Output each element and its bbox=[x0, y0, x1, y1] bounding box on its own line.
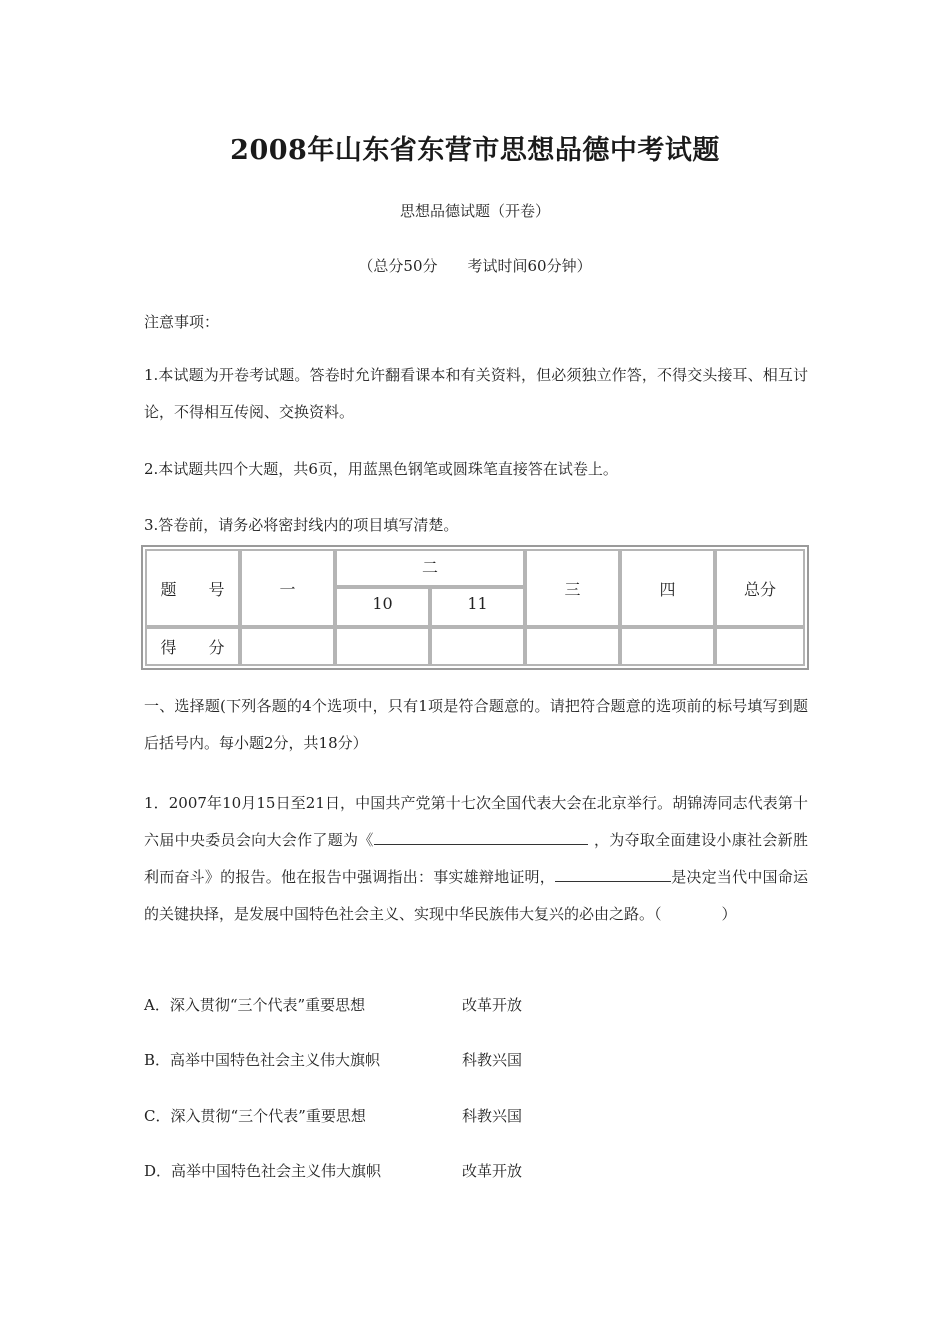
option-a-right: 改革开放 bbox=[462, 996, 523, 1014]
col-header-2: 二 bbox=[335, 549, 525, 587]
option-d-left: D．高举中国特色社会主义伟大旗帜 bbox=[144, 1162, 382, 1180]
col-header-2-sub-10: 10 bbox=[335, 587, 430, 627]
option-d[interactable] bbox=[144, 1160, 808, 1182]
question-1-text-a: 1．2007年10月15日至21日，中国共产党第十七次全国代表大会在北京举行。胡锦涛同志代表第十六届中央委员会向大会作了题为《 bbox=[144, 794, 808, 849]
answer-blank-2[interactable] bbox=[555, 865, 671, 882]
row-label-score: 得 分 bbox=[145, 627, 240, 666]
option-c-right: 科教兴国 bbox=[462, 1107, 523, 1125]
option-c-left: C．深入贯彻“三个代表”重要思想 bbox=[144, 1107, 366, 1125]
score-cell-3[interactable] bbox=[525, 627, 620, 666]
option-b-right: 科教兴国 bbox=[462, 1051, 523, 1069]
page-title: 2008年山东省东营市思想品德中考试题 bbox=[230, 135, 720, 166]
section-1-heading: 一、选择题(下列各题的4个选项中，只有1项是符合题意的。请把符合题意的选项前的标号填写到题后括号内。每小题2分，共18分） bbox=[144, 697, 808, 752]
answer-blank-1[interactable] bbox=[374, 828, 588, 845]
score-cell-1[interactable] bbox=[240, 627, 335, 666]
option-d-right: 改革开放 bbox=[462, 1162, 523, 1180]
col-header-2-sub-11: 11 bbox=[430, 587, 525, 627]
score-cell-11[interactable] bbox=[430, 627, 525, 666]
notice-item-2: 2.本试题共四个大题，共6页，用蓝黑色钢笔或圆珠笔直接答在试卷上。 bbox=[144, 460, 618, 478]
exam-subtitle: 思想品德试题（开卷） bbox=[399, 202, 550, 220]
option-a-left: A．深入贯彻“三个代表”重要思想 bbox=[144, 996, 366, 1014]
option-b[interactable] bbox=[144, 1049, 808, 1071]
col-header-total: 总分 bbox=[715, 549, 805, 627]
col-header-4: 四 bbox=[620, 549, 715, 627]
notice-heading: 注意事项： bbox=[144, 313, 220, 331]
score-cell-4[interactable] bbox=[620, 627, 715, 666]
notice-item-3: 3.答卷前，请务必将密封线内的项目填写清楚。 bbox=[144, 516, 459, 534]
option-b-left: B．高举中国特色社会主义伟大旗帜 bbox=[144, 1051, 381, 1069]
score-cell-10[interactable] bbox=[335, 627, 430, 666]
score-cell-total[interactable] bbox=[715, 627, 805, 666]
exam-info: （总分50分 考试时间60分钟） bbox=[358, 257, 592, 275]
col-header-3: 三 bbox=[525, 549, 620, 627]
option-c[interactable] bbox=[144, 1105, 808, 1127]
col-header-1: 一 bbox=[240, 549, 335, 627]
option-a[interactable] bbox=[144, 994, 808, 1016]
question-1 bbox=[144, 785, 808, 933]
notice-item-1: 1.本试题为开卷考试题。答卷时允许翻看课本和有关资料，但必须独立作答，不得交头接耳、相互讨论，不得相互传阅、交换资料。 bbox=[144, 366, 808, 421]
question-1-text-c: 是决定当代中国命运的关键抉择，是发展中国特色社会主义、实现中华民族伟大复兴的必由之路。（ ） bbox=[144, 868, 808, 923]
row-label-question-number: 题 号 bbox=[145, 549, 240, 627]
question-1-text-b: ，为夺取全面建设小康社会新胜利而奋斗》的报告。他在报告中强调指出：事实雄辩地证明， bbox=[144, 831, 808, 886]
score-table bbox=[141, 545, 809, 670]
